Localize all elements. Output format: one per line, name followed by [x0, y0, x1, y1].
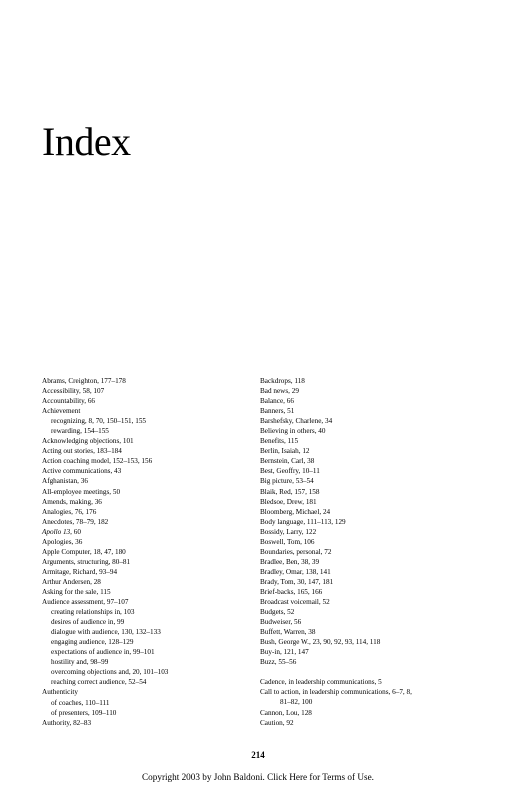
index-entry: Anecdotes, 78–79, 182 [42, 517, 109, 526]
index-entry: Big picture, 53–54 [260, 477, 314, 486]
index-entry: Boswell, Tom, 106 [260, 537, 315, 546]
index-entry: Cadence, in leadership communications, 5 [260, 678, 382, 687]
index-entry: Bradlee, Ben, 38, 39 [260, 557, 320, 566]
index-column-left [42, 376, 247, 728]
index-entry: Bad news, 29 [260, 387, 299, 396]
index-entry: Cannon, Lou, 128 [260, 708, 312, 717]
index-entry: Amends, making, 36 [42, 497, 102, 506]
index-subentry: creating relationships in, 103 [51, 608, 135, 617]
index-entry: Balance, 66 [260, 397, 294, 406]
index-gap [260, 667, 485, 677]
index-entry: Brief-backs, 165, 166 [260, 587, 323, 596]
index-entry: Buzz, 55–56 [260, 658, 297, 667]
index-entry: Arguments, structuring, 80–81 [42, 557, 131, 566]
index-entry: Body language, 111–113, 129 [260, 517, 346, 526]
index-entry: Active communications, 43 [42, 467, 122, 476]
index-entry: Acting out stories, 183–184 [42, 447, 122, 456]
index-entry: Accessibility, 58, 107 [42, 387, 105, 396]
index-entry: Budweiser, 56 [260, 618, 302, 627]
index-subentry: overcoming objections and, 20, 101–103 [51, 668, 169, 677]
index-entry: Audience assessment, 97–107 [42, 598, 129, 607]
index-entry: Budgets, 52 [260, 608, 295, 617]
index-entry: Authenticity [42, 688, 78, 697]
index-entry: Asking for the sale, 115 [42, 587, 111, 596]
index-subentry: engaging audience, 128–129 [51, 638, 134, 647]
page-title: Index [42, 119, 131, 164]
index-entry: Banners, 51 [260, 407, 295, 416]
index-column-right [260, 376, 485, 728]
index-entry: Apollo 13, 60 [42, 527, 81, 536]
index-entry: Bush, George W., 23, 90, 92, 93, 114, 118 [260, 638, 381, 647]
index-subentry: hostility and, 98–99 [51, 658, 109, 667]
index-entry: Afghanistan, 36 [42, 477, 88, 486]
index-entry: Apple Computer, 18, 47, 180 [42, 547, 126, 556]
index-entry: Authority, 82–83 [42, 718, 92, 727]
index-entry: Apologies, 36 [42, 537, 83, 546]
index-entry: Action coaching model, 152–153, 156 [42, 457, 153, 466]
index-entry: All-employee meetings, 50 [42, 487, 121, 496]
index-entry: Buffett, Warren, 38 [260, 628, 316, 637]
index-subentry: rewarding, 154–155 [51, 427, 109, 436]
index-entry: Barshefsky, Charlene, 34 [260, 417, 333, 426]
index-entry: Arthur Andersen, 28 [42, 577, 101, 586]
index-subentry: of coaches, 110–111 [51, 698, 110, 707]
index-entry: Accountability, 66 [42, 397, 96, 406]
index-subentry: 81–82, 100 [280, 698, 313, 707]
index-entry: Benefits, 115 [260, 437, 299, 446]
copyright-notice[interactable]: Copyright 2003 by John Baldoni. Click Here for Terms of Use. [142, 772, 374, 782]
index-entry: Bloomberg, Michael, 24 [260, 507, 331, 516]
index-entry: Bradley, Omar, 138, 141 [260, 567, 331, 576]
index-subentry: reaching correct audience, 52–54 [51, 678, 147, 687]
index-entry: Achievement [42, 407, 81, 416]
index-subentry: expectations of audience in, 99–101 [51, 648, 155, 657]
index-entry: Bledsoe, Drew, 181 [260, 497, 317, 506]
index-entry: Boundaries, personal, 72 [260, 547, 332, 556]
index-entry: Acknowledging objections, 101 [42, 437, 134, 446]
index-entry: Abrams, Creighton, 177–178 [42, 377, 126, 385]
index-subentry: desires of audience in, 99 [51, 618, 125, 627]
index-subentry: recognizing, 8, 70, 150–151, 155 [51, 417, 147, 426]
index-entry: Caution, 92 [260, 718, 294, 727]
index-entry: Bossidy, Larry, 122 [260, 527, 317, 536]
index-entry: Backdrops, 118 [260, 377, 305, 385]
index-entry: Broadcast voicemail, 52 [260, 598, 330, 607]
index-entry: Brady, Tom, 30, 147, 181 [260, 577, 334, 586]
page-number: 214 [251, 750, 265, 760]
index-entry: Bernstein, Carl, 38 [260, 457, 315, 466]
index-subentry: of presenters, 109–110 [51, 708, 117, 717]
index-entry: Believing in others, 40 [260, 427, 326, 436]
index-entry: Armitage, Richard, 93–94 [42, 567, 118, 576]
index-entry: Blaik, Red, 157, 158 [260, 487, 320, 496]
index-entry: Buy-in, 121, 147 [260, 648, 309, 657]
index-entry: Best, Geoffry, 10–11 [260, 467, 320, 476]
index-entry: Call to action, in leadership communications, 6–7, 8, [260, 688, 412, 697]
index-subentry: dialogue with audience, 130, 132–133 [51, 628, 161, 637]
index-entry: Berlin, Isaiah, 12 [260, 447, 310, 456]
index-entry: Analogies, 76, 176 [42, 507, 97, 516]
